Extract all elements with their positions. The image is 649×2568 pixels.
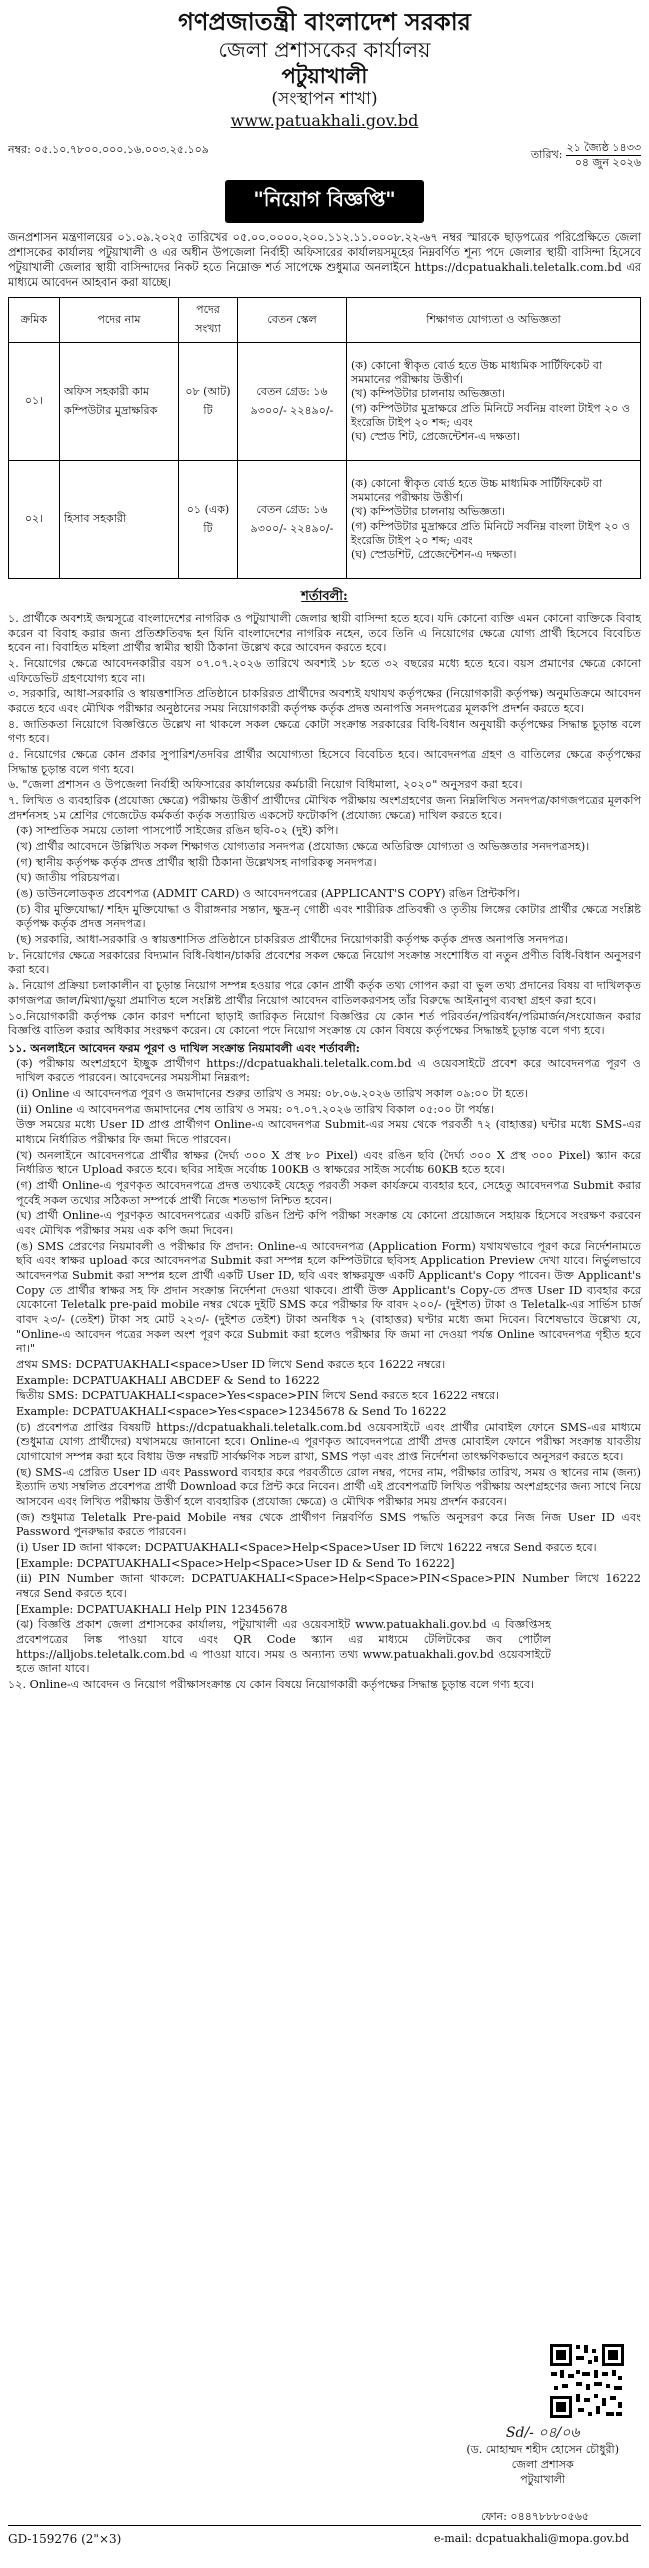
signature-block [466,2424,619,2487]
condition-subitem: (চ) বীর মুক্তিযোদ্ধা/ শহিদ মুক্তিযোদ্ধা ও বীরাঙ্গনার সন্তান, ক্ষুদ্র-নৃ গোষ্ঠী এবং শারীরিক প্রতিবন্ধী ও তৃতীয় লিঙ্গের কোটার প্রার্থীর ক্ষেত্রে সংশ্লিষ্ট কর্তৃপক্ষ কর্তৃক প্রদত্ত সনদপত্র। [16,902,641,931]
online-rule: (ক) পরীক্ষায় অংশগ্রহণে ইচ্ছুক প্রার্থীগণ https://dcpatuakhali.teletalk.com.bd এ ওয়েবসাইটে প্রবেশ করে আবেদনপত্র পূরণ ও দাখিল করতে পারবেন। আবেদনের সময়সীমা নিম্নরূপ: [16,1056,641,1085]
notice-title: "নিয়োগ বিজ্ঞপ্তি" [225,180,423,223]
qualification-item: (খ) কম্পিউটার চালনায় অভিজ্ঞতা। [351,505,506,519]
row-scale: বেতন গ্রেড: ১৬ ৯৩০০/- ২২৪৯০/- [238,343,347,461]
signature-scribble: Sd/- ০৪/০৬ [505,2425,580,2441]
condition-item: ৪. জাতিকতা নিয়োগে বিজ্ঞপ্তিতে উল্লেখ না থাকলে সকল ক্ষেত্রে কোটা সংক্রান্ত সরকারের বিধি-বিধান অনুযায়ী কর্তৃপক্ষের সিদ্ধান্ত চূড়ান্ত বলে গণ্য হবে। [8,717,641,746]
condition-subitem: (ঙ) ডাউনলোডকৃত প্রবেশপত্র (ADMIT CARD) ও আবেদনপত্রের (APPLICANT'S COPY) রঙিন প্রিন্টকপি। [16,887,520,901]
online-rule: (ছ) SMS-এ প্রেরিত User ID এবং Password ব্যবহার করে পরবর্তীতে রোল নম্বর, পদের নাম, পরীক্ষার তারিখ, সময় ও স্থানের নাম (জন্য) ইত্যাদি তথ্য সম্বলিত প্রবেশপত্র প্রার্থী Download করে প্রিন্ট করে নিবেন। প্রার্থী এই প্রবেশপত্রটি লিখিত পরীক্ষায় অংশগ্রহণের জন্য সাথে নিয়ে আসবেন এবং লিখিত পরীক্ষায় উত্তীর্ণ হলে ব্যবহারিক (প্রযোজ্য ক্ষেত্রে) ও মৌখিক পরীক্ষার সময় প্রদর্শন করবেন। [16,1465,641,1508]
website-link[interactable]: www.patuakhali.gov.bd [230,111,419,131]
government-name: গণপ্রজাতন্ত্রী বাংলাদেশ সরকার [178,7,471,36]
conditions-list [8,612,641,1693]
condition-item: ১০.নিয়োগকারী কর্তৃপক্ষ কোন কারণ দর্শানো ছাড়াই জারিকৃত নিয়োগ বিজ্ঞপ্তির যে কোন শর্ত পরিবর্তন/পরিবর্ধন/পরিমার্জন/সংযোজন করার বিজ্ঞপ্তি বাতিল করার অধিকার সংরক্ষণ করেন। যে কোনো পদে নিয়োগ সংক্রান্ত যে কোন বিষয়ে কর্তৃপক্ষের সিদ্ধান্তই চূড়ান্ত বলে গণ্য হবে। [8,1009,641,1038]
branch-name: (সংস্থাপন শাখা) [271,88,378,109]
online-rule: ১২. Online-এ আবেদন ও নিয়োগ পরীক্ষাসংক্রান্ত যে কোন বিষয়ে নিয়োগকারী কর্তৃপক্ষের সিদ্ধান্ত চূড়ান্ত বলে গণ্য হবে। [8,1678,535,1692]
online-rule: Example: DCPATUAKHALI ABCDEF & Send to 16222 [16,1373,320,1387]
online-rule: [Example: DCPATUAKHALI<Space>Help<Space>User ID & Send To 16222] [16,1556,455,1570]
district-name: পটুয়াখালী [281,62,368,88]
posts-table [8,297,641,579]
online-rule: (ঘ) প্রার্থী Online-এ পূরণকৃত আবেদনপত্রের একটি রঙিন প্রিন্ট কপি পরীক্ষা সংক্রান্ত যে কোনো প্রয়োজনে সহায়ক হিসেবে সংরক্ষণ করবেন এবং মৌখিক পরীক্ষার সময় এক কপি জমা দিবেন। [16,1209,641,1237]
row-count: ০৮ (আট) টি [179,343,238,461]
condition-item: ৭. লিখিত ও ব্যবহারিক (প্রযোজ্য ক্ষেত্রে) পরীক্ষায় উত্তীর্ণ প্রার্থীদের মৌখিক পরীক্ষায় অংশগ্রহণের জন্য নিম্নলিখিত সনদপত্র/কাগজপত্রের মূলকপি প্রদর্শনসহ ১ম শ্রেণির গেজেটেড কর্মকর্তা কর্তৃক সত্যায়িত একসেট ফটোকপি (প্রযোজ্য ক্ষেত্রে) দাখিল করতে হবে। [8,794,641,822]
online-rules-title: ১১. অনলাইনে আবেদন ফরম পূরণ ও দাখিল সংক্রান্ত নিয়মাবলী এবং শর্তাবলী: [8,1040,360,1055]
online-rule: Example: DCPATUAKHALI<space>Yes<space>12345678 & Send To 16222 [16,1404,447,1418]
qr-code-icon [548,2342,626,2420]
col-serial: ক্রমিক [9,298,60,343]
col-qualification: শিক্ষাগত যোগ্যতা ও অভিজ্ঞতা [347,298,641,343]
notice-page [0,8,649,1693]
online-rule: (ঙ) SMS প্রেরণের নিয়মাবলী ও পরীক্ষার ফি প্রদান: Online-এ আবেদনপত্র (Application Form) যথাযথভাবে পূরণ করে নির্দেশনামতে ছবি এবং স্বাক্ষর upload করে আবেদনপত্র Submit করা সম্পন্ন হলে কম্পিউটারে ছবিসহ Application Preview দেখা যাবে। নির্ভুলভাবে আবেদনপত্র Submit করা সম্পন্ন হলে প্রার্থী একটি User ID, ছবি এবং স্বাক্ষরযুক্ত একটি Applicant's Copy পাবেন। উক্ত Applicant's Copy তে প্রার্থীর স্বাক্ষর সহ ফি প্রদান সংক্রান্ত নির্দেশনা দেওয়া থাকবে। প্রার্থী উক্ত Applicant's Copy-তে প্রদত্ত User ID ব্যবহার করে যেকোনো Teletalk pre-paid mobile নম্বর থেকে দুইটি SMS করে পরীক্ষার ফি বাবদ ২০০/- (দুইশত) টাকা ও Teletalk-এর সার্ভিস চার্জ বাবদ ২৩/- (তেইশ) টাকা সহ মোট ২২৩/- (দুইশত তেইশ) টাকা অনধিক ৭২ (বাহাত্তর) ঘণ্টার মধ্যে জমা দিবেন। বিশেষভাবে উল্লেখ্য যে, "Online-এ আবেদন পত্রের সকল অংশ পূরণ করে Submit করা হলেও পরীক্ষার ফি জমা না দেওয়া পর্যন্ত Online আবেদনপত্র গৃহীত হবে না।" [16,1239,641,1356]
condition-subitem: (ক) সাম্প্রতিক সময়ে তোলা পাসপোর্ট সাইজের রঙিন ছবি-০২ (দুই) কপি। [16,824,339,838]
condition-item: ৫. নিয়োগের ক্ষেত্রে কোন প্রকার সুপারিশ/তদবির প্রার্থীর অযোগ্যতা হিসেবে বিবেচিত হবে। আবেদনপত্র গ্রহণ ও বাতিলের ক্ষেত্রে কর্তৃপক্ষের সিদ্ধান্ত চূড়ান্ত বলে গণ্য হবে। [8,748,641,776]
office-phone: ফোন: ০৪৪৭৮৮৮০৫৬৫ [480,2510,589,2523]
gd-number: GD-159276 (2"×3) [8,2532,122,2546]
date-bangla: ২১ জ্যৈষ্ঠ ১৪৩৩ [566,141,641,156]
online-rule: (গ) প্রার্থী Online-এ পূরণকৃত আবেদনপত্রে প্রদত্ত তথ্যকেই যেহেতু পরবর্তী সকল কার্যক্রমে ব্যবহার হবে, সেহেতু আবেদনপত্র Submit করার পূর্বেই সকল তথ্যের সঠিকতা সম্পর্কে প্রার্থী নিজে শতভাগ নিশ্চিত হবেন। [16,1178,641,1207]
row-qualification [347,461,641,579]
conditions-title: শর্তাবলী: [301,589,348,605]
condition-subitem: (ছ) সরকারি, আধা-সরকারি ও স্বায়ত্তশাসিত প্রতিষ্ঠানে চাকরিরত প্রার্থীদের নিয়োগকারী কর্তৃপক্ষ কর্তৃক প্রদত্ত অনাপত্তি সনদপত্র। [16,933,568,947]
condition-item: ২. নিয়োগের ক্ষেত্রে আবেদনকারীর বয়স ০৭.০৭.২০২৬ তারিখে অবশ্যই ১৮ হতে ৩২ বছরের মধ্যে হতে হবে। বয়স প্রমাণের ক্ষেত্রে কোনো এফিডেভিট গ্রহণযোগ্য হবে না। [8,657,641,685]
row-post: অফিস সহকারী কাম কম্পিউটার মুদ্রাক্ষরিক [60,343,179,461]
condition-subitem: (ঘ) জাতীয় পরিচয়পত্র। [16,871,120,885]
qualification-item: (ক) কোনো স্বীকৃত বোর্ড হতে উচ্চ মাধ্যমিক সার্টিফিকেট বা সমমানের পরীক্ষায় উত্তীর্ণ। [351,358,603,386]
online-rule: দ্বিতীয় SMS: DCPATUAKHALI<space>Yes<space>PIN লিখে Send করতে হবে 16222 নম্বরে। [16,1389,500,1403]
footer-divider [8,2525,641,2526]
row-count: ০১ (এক) টি [179,461,238,579]
online-rule: (জ) শুধুমাত্র Teletalk Pre-paid Mobile নম্বর থেকে প্রার্থীগণ নিম্নবর্ণিত SMS পদ্ধতি অনুসরণ করে নিজ নিজ User ID এবং Password পুনরুদ্ধার করতে পারবেন। [16,1510,641,1539]
date-label: তারিখ: [530,148,563,162]
online-rule: (ii) PIN Number জানা থাকলে: DCPATUAKHALI<Space>Help<Space>PIN<Space>PIN Number লিখে 16222 নম্বরে Send করতে হবে। [16,1572,641,1601]
online-rule: (খ) অনলাইনে আবেদনপত্রে প্রার্থীর স্বাক্ষর (দৈর্ঘ্য ৩০০ X প্রস্থ ৮০ Pixel) এবং রঙিন ছবি (দৈর্ঘ্য ৩০০ X প্রস্থ ৩০০ Pixel) স্ক্যান করে নির্ধারিত স্থানে Upload করতে হবে। ছবির সাইজ সর্বোচ্চ 100KB ও স্বাক্ষরের সাইজ সর্বোচ্চ 60KB হতে হবে। [16,1148,641,1177]
table-row [9,343,641,461]
condition-item: ১. প্রার্থীকে অবশ্যই জন্মসূত্রে বাংলাদেশের নাগরিক ও পটুয়াখালী জেলার স্থায়ী বাসিন্দা হতে হবে। যদি কোনো ব্যক্তি এমন কোনো ব্যক্তিকে বিবাহ করেন বা বিবাহ করার জন্য প্রতিশ্রুতিবদ্ধ হন যিনি বাংলাদেশের নাগরিক নহেন, তবে তিনি এ নিয়োগের ক্ষেত্রে যোগ্য প্রার্থী হিসেবে বিবেচিত হবেন না। বিবাহিত মহিলা প্রার্থীর স্বামীর স্থায়ী ঠিকানা উল্লেখ করে আবেদন করতে হবে। [8,612,641,655]
memo-date [531,141,641,171]
qualification-item: (খ) কম্পিউটার চালনায় অভিজ্ঞতা। [351,387,506,401]
qualification-item: (ঘ) স্প্রেড শিট, প্রেজেন্টেশন-এ দক্ষতা। [351,430,520,444]
condition-subitem: (গ) স্থানীয় কর্তৃপক্ষ কর্তৃক প্রদত্ত প্রার্থীর স্থায়ী ঠিকানা উল্লেখসহ নাগরিকত্ব সনদপত্র। [16,855,377,869]
signatory-place: পটুয়াখালী [520,2472,566,2486]
memo-line [8,141,641,171]
online-rule: উক্ত সময়ের মধ্যে User ID প্রাপ্ত প্রার্থীগণ Online-এ আবেদনপত্র Submit-এর সময় থেকে পরবর্তী ৭২ (বাহাত্তর) ঘন্টার মধ্যে SMS-এর মাধ্যমে নির্ধারিত পরীক্ষার ফি জমা দিতে পারবেন। [16,1118,641,1146]
row-post: হিসাব সহকারী [60,461,179,579]
condition-item: ৬. "জেলা প্রশাসন ও উপজেলা নির্বাহী অফিসারের কার্যালয়ের কর্মচারী নিয়োগ বিধিমালা, ২০২০" অনুসরণ করা হবে। [8,778,523,792]
online-rule: (ঝ) বিজ্ঞপ্তি প্রকাশ জেলা প্রশাসকের কার্যালয়, পটুয়াখালী এর ওয়েবসাইট www.patuakhali.gov.bd এ বিজ্ঞপ্তিসহ প্রবেশপত্রের লিঙ্ক পাওয়া যাবে এবং QR Code স্ক্যান এর মাধ্যমে টেলিটকের জব পোর্টাল https://alljobs.teletalk.com.bd এ পাওয়া যাবে। সময় ও অন্যান্য তথ্য www.patuakhali.gov.bd ওয়েবসাইটে হতে জানা যাবে। [16,1618,551,1676]
online-rule: [Example: DCPATUAKHALI Help PIN 12345678 [16,1602,288,1616]
online-rule: (চ) প্রবেশপত্র প্রাপ্তির বিষয়টি https://dcpatuakhali.teletalk.com.bd ওয়েবসাইটে এবং প্রার্থীর মোবাইল ফোনে SMS-এর মাধ্যমে (শুধুমাত্র যোগ্য প্রার্থীদের) যথাসময়ে জানানো হবে। Online-এ পূরণকৃত আবেদনপত্রে প্রার্থী প্রদত্ত মোবাইল ফোনে পরীক্ষা সংক্রান্ত যাবতীয় যোগাযোগ সম্পন্ন করা হবে বিধায় উক্ত নম্বরটি সার্বক্ষণিক সচল রাখা, SMS পড়া এবং প্রাপ্ত নির্দেশনা তাৎক্ষণিকভাবে অনুসরণ করতে হবে। [16,1420,641,1463]
qualification-item: (ক) কোনো স্বীকৃত বোর্ড হতে উচ্চ মাধ্যমিক সার্টিফিকেট বা সমমানের পরীক্ষায় উত্তীর্ণ। [351,476,603,504]
notice-title-wrap [8,180,641,223]
row-serial: ০১। [9,343,60,461]
table-header-row [9,298,641,343]
qr-code[interactable] [548,2342,626,2420]
row-scale: বেতন গ্রেড: ১৬ ৯৩০০/- ২২৪৯০/- [238,461,347,579]
condition-item: ৩. সরকারি, আধা-সরকারি ও স্বায়ত্তশাসিত প্রতিষ্ঠানে চাকরিরত প্রার্থীদের অবশ্যই যথাযথ কর্তৃপক্ষের (নিয়োগকারী কর্তৃপক্ষ) অনুমতিক্রমে আবেদন করতে হবে এবং মৌখিক পরীক্ষার অনুষ্ঠানের সময় নিয়োগকারী কর্তৃপক্ষ কর্তৃক প্রদত্ত অনাপত্তি সনদপত্রের মূলকপি প্রদর্শন করতে হবে। [8,687,641,716]
qualification-item: (ঘ) স্প্রেডশিট, প্রেজেন্টেশন-এ দক্ষতা। [351,548,517,562]
col-count: পদের সংখ্যা [179,298,238,343]
online-rule: (ii) Online এ আবেদনপত্র জমাদানের শেষ তারিখ ও সময়: ০৭.০৭.২০২৬ তারিখ বিকাল ০৫:০০ টা পর্যন্ত। [16,1102,494,1116]
signatory-designation: জেলা প্রশাসক [511,2457,574,2471]
online-rule: (i) Online এ আবেদনপত্র পূরণ ও জমাদানের শুরুর তারিখ ও সময়: ০৮.০৬.২০২৬ তারিখ সকাল ০৯:০০ টা হতে। [16,1086,529,1100]
office-email[interactable]: e-mail: dcpatuakhali@mopa.gov.bd [434,2532,629,2545]
condition-subitem: (খ) প্রার্থীর আবেদনে উল্লিখিত সকল শিক্ষাগত যোগ্যতার সনদপত্র (প্রযোজ্য ক্ষেত্রে অতিরিক্ত যোগ্যতা ও অভিজ্ঞতার সনদপত্রসহ)। [16,840,590,854]
condition-item: ৮. নিয়োগের ক্ষেত্রে সরকারের বিদ্যমান বিধি-বিধান/চাকরি প্রবেশের সকল ক্ষেত্রে নিয়োগ সংক্রান্ত সংশোধিত বা নতুন প্রণীত বিধি-বিধান অনুসরণ করা হবে। [8,948,641,977]
signatory-name: (ড. মোহাম্মদ শহীদ হোসেন চৌধুরী) [466,2442,619,2456]
office-name: জেলা প্রশাসকের কার্যালয় [218,37,431,62]
row-qualification [347,343,641,461]
row-serial: ০২। [9,461,60,579]
intro-paragraph: জনপ্রশাসন মন্ত্রণালয়ের ০১.০৯.২০২৫ তারিখের ০৫.০০.০০০০.২০০.১১২.১১.০০০৮.২২-৬৭ নম্বর স্মারকে ছাড়পত্রের পরিপ্রেক্ষিতে জেলা প্রশাসকের কার্যালয় পটুয়াখালী ও এর অধীন উপজেলা নির্বাহী অফিসারের কার্যালয়সমূহের নিম্নবর্ণিত শূন্য পদে জেলার স্থায়ী বাসিন্দা হিসেবে পটুয়াখালী জেলার স্থায়ী বাসিন্দাদের নিকট হতে নিম্নোক্ত শর্ত সাপেক্ষে শুধুমাত্র অনলাইনে https://dcpatuakhali.teletalk.com.bd এর মাধ্যমে আবেদন আহবান করা যাচ্ছে। [8,231,641,290]
online-rule: প্রথম SMS: DCPATUAKHALI<space>User ID লিখে Send করতে হবে 16222 নম্বরে। [16,1357,446,1371]
col-scale: বেতন স্কেল [238,298,347,343]
condition-item: ৯. নিয়োগ প্রক্রিয়া চলাকালীন বা চূড়ান্ত নিয়োগ সম্পন্ন হওয়ার পরে কোন প্রার্থী কর্তৃক তথ্য গোপন করা বা ভুল তথ্য প্রদানের বিষয় বা দাখিলকৃত কাগজপত্র জাল/মিথ্যা/ভুয়া প্রমাণিত হলে সংশ্লিষ্ট প্রার্থীর নিয়োগ আবেদন বাতিলকরণসহ তাঁর বিরুদ্ধে আইনানুগ ব্যবস্থা গ্রহণ করা হবে। [8,979,641,1007]
online-rule: (i) User ID জানা থাকলে: DCPATUAKHALI<Space>Help<Space>User ID লিখে 16222 নম্বরে Send করতে হবে। [16,1541,597,1555]
table-row [9,461,641,579]
col-post: পদের নাম [60,298,179,343]
memo-number: নম্বর: ০৫.১০.৭৮০০.০০০.১৬.০০৩.২৫.১০৯ [8,142,209,156]
qualification-item: (গ) কম্পিউটার মুদ্রাক্ষরে প্রতি মিনিটে সর্বনিম্ন বাংলা টাইপ ২০ ও ইংরেজি টাইপ ২০ শব্দ; এবং [351,401,631,429]
qualification-item: (গ) কম্পিউটার মুদ্রাক্ষরে প্রতি মিনিটে সর্বনিম্ন বাংলা টাইপ ২০ ও ইংরেজি টাইপ ২০ শব্দ; এবং [351,519,631,547]
date-english: ০৪ জুন ২০২৬ [574,156,641,170]
letterhead [8,8,641,131]
